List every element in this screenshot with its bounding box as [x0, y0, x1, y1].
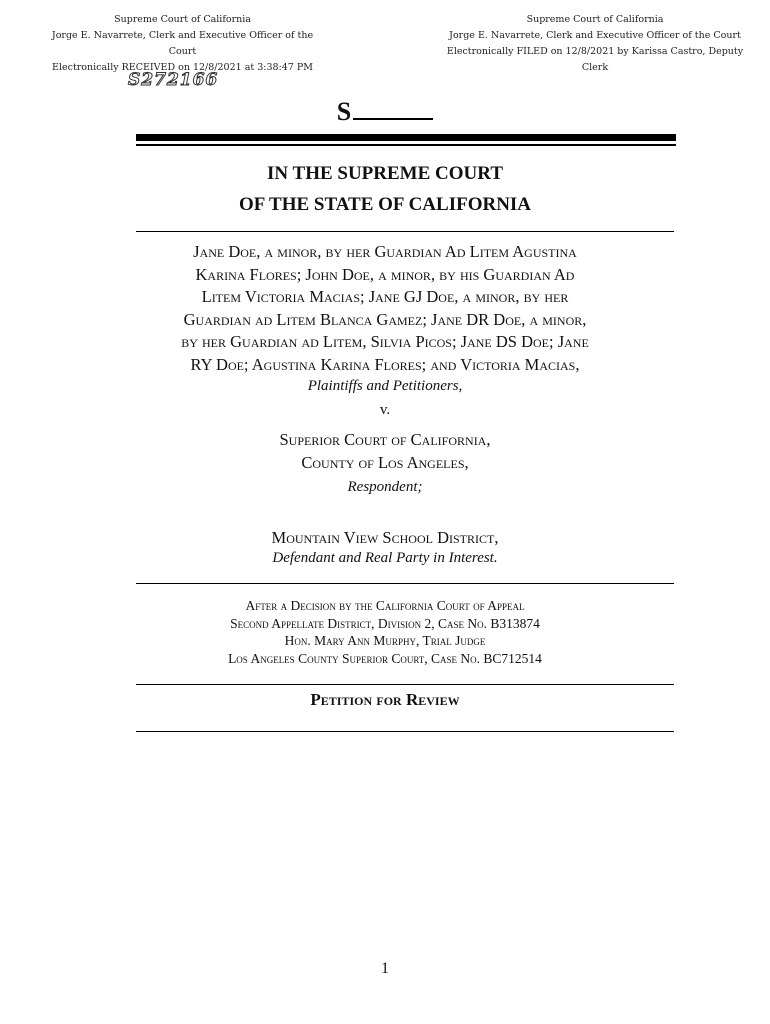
- court-heading-line2: OF THE STATE OF CALIFORNIA: [238, 194, 532, 215]
- court-heading-line1: IN THE SUPREME COURT: [267, 163, 503, 184]
- received-stamp: [40, 12, 325, 76]
- divider-4: [136, 731, 674, 732]
- received-stamp-court: Supreme Court of California: [114, 14, 251, 25]
- divider-2: [136, 583, 674, 584]
- real-party-name: Mountain View School District,: [271, 528, 499, 547]
- filed-stamp: [440, 12, 750, 76]
- divider-1: [136, 231, 674, 232]
- petitioners-line: RY Doe; Agustina Karina Flores; and Victoria Macias,: [190, 354, 580, 374]
- docket-number: S272166: [128, 70, 219, 90]
- page-number: 1: [381, 960, 389, 977]
- petitioners-role: Plaintiffs and Petitioners,: [307, 378, 463, 394]
- appeal-info-line1: After a Decision by the California Court of Appeal: [245, 598, 525, 613]
- appeal-info-line4: Los Angeles County Superior Court, Case No. BC712514: [228, 650, 542, 666]
- received-stamp-date: Electronically RECEIVED on 12/8/2021 at 3:38:47 PM: [52, 62, 313, 73]
- received-stamp-clerk: Jorge E. Navarrete, Clerk and Executive Officer of the Court: [51, 30, 314, 57]
- case-number-blank: [353, 96, 433, 120]
- petitioners-line: Guardian ad Litem Blanca Gamez; Jane DR Doe, a minor,: [183, 309, 587, 329]
- petitioners-block: [120, 241, 650, 376]
- petitioners-line: by her Guardian ad Litem, Silvia Picos; Jane DS Doe; Jane: [181, 332, 589, 351]
- petitioners-line: Karina Flores; John Doe, a minor, by his Guardian Ad: [195, 264, 575, 284]
- real-party-role: Defendant and Real Party in Interest.: [272, 550, 498, 566]
- document-title: Petition for Review: [310, 690, 460, 709]
- filed-stamp-court: Supreme Court of California: [526, 14, 664, 25]
- filed-stamp-date: Electronically FILED on 12/8/2021 by Karissa Castro, Deputy Clerk: [446, 46, 744, 73]
- petitioners-line: Litem Victoria Macias; Jane GJ Doe, a minor, by her: [201, 287, 569, 306]
- title-rule-thick: [136, 134, 676, 141]
- petitioners-line: Jane Doe, a minor, by her Guardian Ad Litem Agustina: [193, 242, 577, 261]
- respondent-role: Respondent;: [347, 479, 423, 495]
- appeal-info-line2: Second Appellate District, Division 2, Case No. B313874: [230, 615, 540, 631]
- court-heading: [0, 158, 770, 220]
- respondent-line2: County of Los Angeles,: [301, 453, 469, 472]
- divider-3: [136, 684, 674, 685]
- case-number-field: [0, 96, 770, 127]
- title-rule-thin: [136, 144, 676, 146]
- appeal-info: [0, 597, 770, 667]
- respondent-block: [0, 428, 770, 474]
- case-number-prefix: S: [336, 97, 352, 126]
- respondent-line1: Superior Court of California,: [279, 430, 491, 449]
- appeal-info-line3: Hon. Mary Ann Murphy, Trial Judge: [284, 633, 486, 648]
- filed-stamp-clerk: Jorge E. Navarrete, Clerk and Executive Officer of the Court: [449, 30, 741, 41]
- versus: v.: [379, 402, 391, 418]
